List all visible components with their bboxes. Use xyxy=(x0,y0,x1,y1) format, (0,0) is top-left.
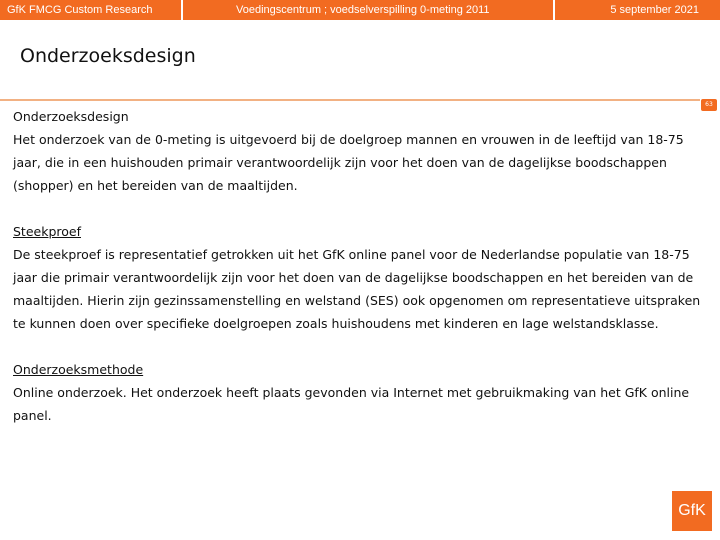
page-title: Onderzoeksdesign xyxy=(20,45,196,67)
content-body xyxy=(13,105,703,427)
page-number-badge: 63 xyxy=(701,99,717,111)
section-heading: Onderzoeksmethode xyxy=(13,362,144,377)
header-left-text: GfK FMCG Custom Research xyxy=(7,4,153,16)
section-paragraph: Online onderzoek. Het onderzoek heeft plaats gevonden via Internet met gebruikmaking van het GfK online panel. xyxy=(13,385,690,423)
section-heading: Steekproef xyxy=(13,224,81,239)
section-paragraph: Het onderzoek van de 0-meting is uitgevoerd bij de doelgroep mannen en vrouwen in de leeftijd van 18-75 jaar, die in een huishouden primair verantwoordelijk zijn voor het doen van de dagelijkse boodschappen (shopper) en het bereiden van de maaltijden. xyxy=(13,132,684,193)
section-onderzoeksdesign xyxy=(13,105,703,197)
section-onderzoeksmethode xyxy=(13,358,703,427)
header-bar xyxy=(0,0,720,20)
title-divider xyxy=(0,99,700,101)
section-heading: Onderzoeksdesign xyxy=(13,109,129,124)
header-date: 5 september 2021 xyxy=(553,0,720,20)
gfk-logo-icon: GfK xyxy=(672,491,712,531)
section-steekproef xyxy=(13,220,703,335)
header-center-text: Voedingscentrum ; voedselverspilling 0-meting 2011 xyxy=(181,0,553,20)
section-paragraph: De steekproef is representatief getrokken uit het GfK online panel voor de Nederlandse populatie van 18-75 jaar die primair verantwoordelijk zijn voor het doen van de dagelijkse boodschappen en het bereiden van de maaltijden. Hierin zijn gezinssamenstelling en welstand (SES) ook opgenomen om representatieve uitspraken te kunnen doen over specifieke doelgroepen zoals huishoudens met kinderen en lage welstandsklasse. xyxy=(13,247,701,331)
